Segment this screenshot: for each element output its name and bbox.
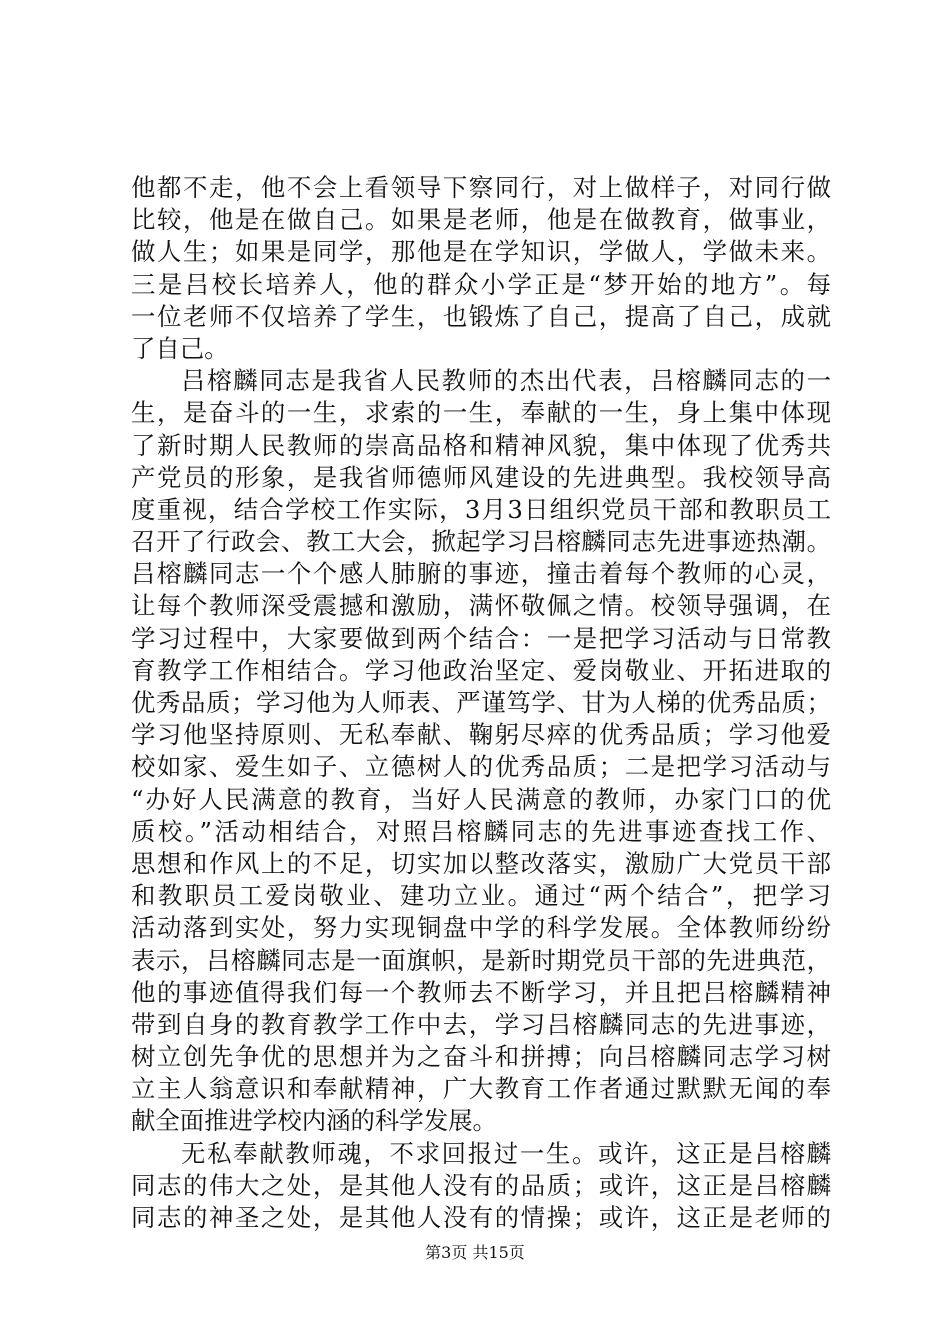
text-line: 带到自身的教育教学工作中去，学习吕榕麟同志的先进事迹， <box>131 1009 831 1039</box>
text-line: 活动落到实处，努力实现铜盘中学的科学发展。全体教师纷纷 <box>131 913 831 943</box>
text-line: 立主人翁意识和奉献精神，广大教育工作者通过默默无闻的奉 <box>131 1074 831 1104</box>
text-line: 献全面推进学校内涵的科学发展。 <box>131 1106 497 1136</box>
text-line: 和教职员工爱岗敬业、建功立业。通过“两个结合”，把学习 <box>131 881 831 911</box>
text-line: 校如家、爱生如子、立德树人的优秀品质；二是把学习活动与 <box>131 752 831 782</box>
text-line: 让每个教师深受震撼和激励，满怀敬佩之情。校领导强调，在 <box>131 591 831 621</box>
text-line: 育教学工作相结合。学习他政治坚定、爱岗敬业、开拓进取的 <box>131 655 831 685</box>
text-line: 质校。”活动相结合，对照吕榕麟同志的先进事迹查找工作、 <box>131 816 831 846</box>
text-line: 思想和作风上的不足，切实加以整改落实，激励广大党员干部 <box>131 848 831 878</box>
text-line: 同志的神圣之处，是其他人没有的情操；或许，这正是老师的 <box>131 1203 831 1232</box>
paragraph <box>131 1138 831 1235</box>
text-line: 一位老师不仅培养了学生，也锻炼了自己，提高了自己，成就 <box>131 301 831 331</box>
text-line: 优秀品质；学习他为人师表、严谨笃学、甘为人梯的优秀品质； <box>131 688 831 717</box>
text-line: 了自己。 <box>131 333 229 363</box>
text-line: 度重视，结合学校工作实际，3月3日组织党员干部和教职员工 <box>131 494 831 524</box>
text-line: 做人生；如果是同学，那他是在学知识，学做人，学做未来。 <box>131 237 831 267</box>
body-text <box>131 172 831 1234</box>
text-line: 召开了行政会、教工大会，掀起学习吕榕麟同志先进事迹热潮。 <box>131 527 831 557</box>
text-line: 树立创先争优的思想并为之奋斗和拼搏；向吕榕麟同志学习树 <box>131 1042 831 1072</box>
text-line: 产党员的形象，是我省师德师风建设的先进典型。我校领导高 <box>131 462 831 492</box>
page-footer: 第3页 共15页 <box>425 1243 525 1262</box>
paragraph <box>131 365 831 1138</box>
text-line: 他都不走，他不会上看领导下察同行，对上做样子，对同行做 <box>131 173 831 202</box>
text-line: 无私奉献教师魂，不求回报过一生。或许，这正是吕榕麟 <box>181 1138 831 1168</box>
text-line: 吕榕麟同志是我省人民教师的杰出代表，吕榕麟同志的一 <box>181 366 831 396</box>
text-line: 三是吕校长培养人，他的群众小学正是“梦开始的地方”。每 <box>131 269 831 299</box>
text-line: 他的事迹值得我们每一个教师去不断学习，并且把吕榕麟精神 <box>131 977 831 1007</box>
paragraph <box>131 172 831 365</box>
text-line: 表示，吕榕麟同志是一面旗帜，是新时期党员干部的先进典范， <box>131 945 831 975</box>
text-line: 生，是奋斗的一生，求索的一生，奉献的一生，身上集中体现 <box>131 398 831 428</box>
text-line: 学习过程中，大家要做到两个结合：一是把学习活动与日常教 <box>131 623 831 653</box>
text-line: 了新时期人民教师的崇高品格和精神风貌，集中体现了优秀共 <box>131 430 831 460</box>
text-line: “办好人民满意的教育，当好人民满意的教师，办家门口的优 <box>131 784 831 814</box>
text-line: 学习他坚持原则、无私奉献、鞠躬尽瘁的优秀品质；学习他爱 <box>131 720 831 750</box>
text-line: 比较，他是在做自己。如果是老师，他是在做教育，做事业， <box>131 205 831 235</box>
text-line: 同志的伟大之处，是其他人没有的品质；或许，这正是吕榕麟 <box>131 1170 831 1200</box>
text-line: 吕榕麟同志一个个感人肺腑的事迹，撞击着每个教师的心灵， <box>131 559 831 589</box>
